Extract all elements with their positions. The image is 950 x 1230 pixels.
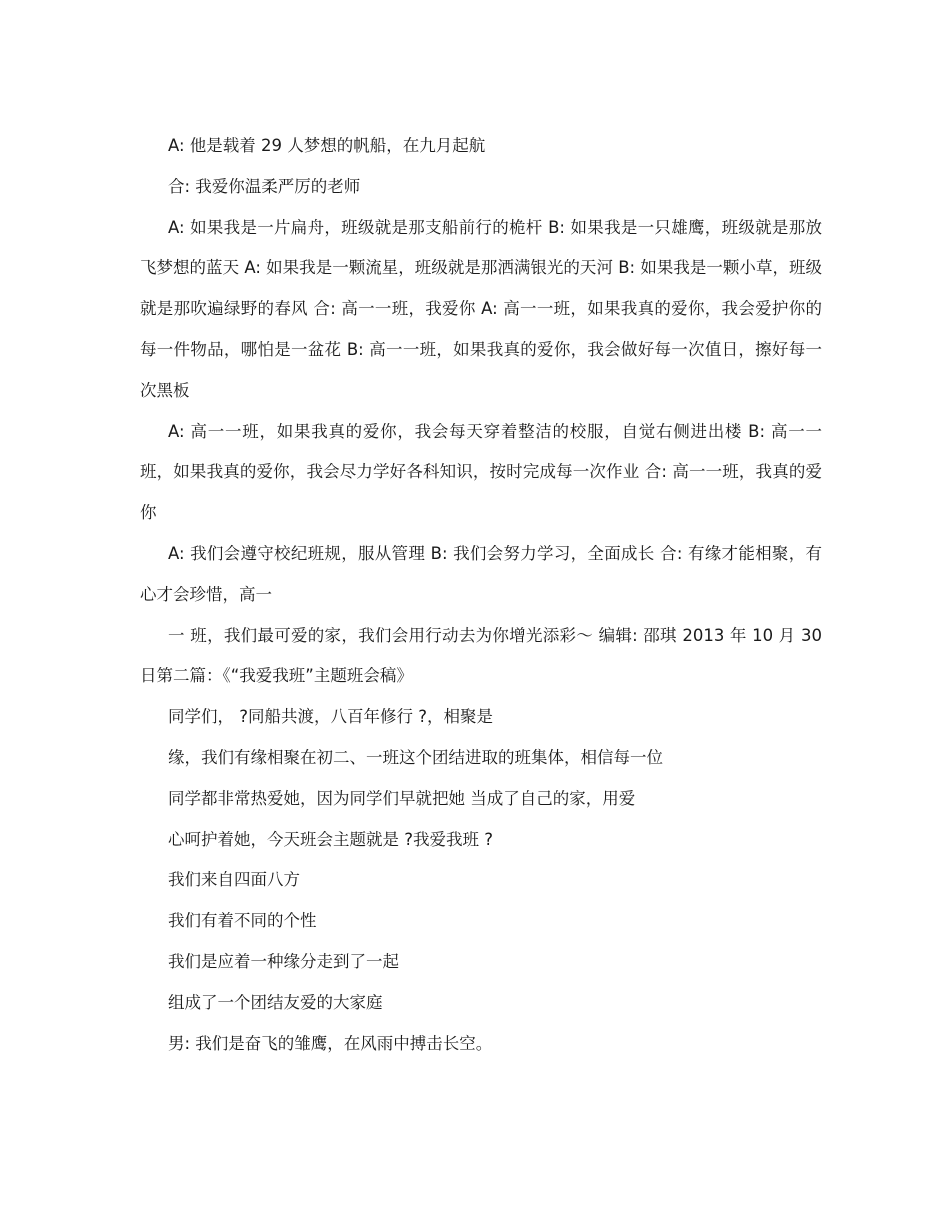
paragraph-1: A: 他是载着 29 人梦想的帆船，在九月起航: [168, 136, 486, 155]
text-line-7: 我们是应着一种缘分走到了一起: [168, 951, 399, 971]
text-line-4: 心呵护着她，今天班会主题就是 ?我爱我班 ?: [168, 829, 494, 849]
paragraph-2: 合: 我爱你温柔严厉的老师: [168, 176, 361, 196]
paragraph-6: 一 班，我们最可爱的家，我们会用行动去为你增光添彩～ 编辑: 邵琪 2013 年 10 月 30 日第二篇：《“我爱我班”主题班会稿》: [140, 625, 822, 686]
paragraph-3: A: 如果我是一片扁舟，班级就是那支船前行的桅杆 B: 如果我是一只雄鹰，班级就是那放飞梦想的蓝天 A: 如果我是一颗流星，班级就是那洒满银光的天河 B: 如果我是一颗小草，班级就是那吹遍绿野的春风 合: 高一一班，我爱你 A: 高一一班，如果我真的爱你，我会爱护你的每一件物品，哪怕是一盆花 B: 高一一班，如果我真的爱你，我会做好每一次值日，擦好每一次黑板: [140, 217, 822, 400]
paragraph-5: A: 我们会遵守校纪班规，服从管理 B: 我们会努力学习，全面成长 合: 有缘才能相聚，有心才会珍惜，高一: [140, 543, 822, 604]
text-line-8: 组成了一个团结友爱的大家庭: [168, 992, 383, 1012]
text-line-6: 我们有着不同的个性: [168, 911, 317, 931]
text-line-1: 同学们， ?同船共渡，八百年修行 ?，相聚是: [168, 707, 494, 727]
text-line-2: 缘，我们有缘相聚在初二、一班这个团结进取的班集体，相信每一位: [168, 747, 663, 767]
text-line-5: 我们来自四面八方: [168, 870, 300, 890]
paragraph-4: A: 高一一班，如果我真的爱你，我会每天穿着整洁的校服，自觉右侧进出楼 B: 高一一班，如果我真的爱你，我会尽力学好各科知识，按时完成每一次作业 合: 高一一班，我真的爱你: [140, 421, 822, 523]
text-line-9: 男: 我们是奋飞的雏鹰，在风雨中搏击长空。: [168, 1033, 493, 1053]
text-line-3: 同学都非常热爱她，因为同学们早就把她 当成了自己的家，用爱: [168, 788, 636, 808]
